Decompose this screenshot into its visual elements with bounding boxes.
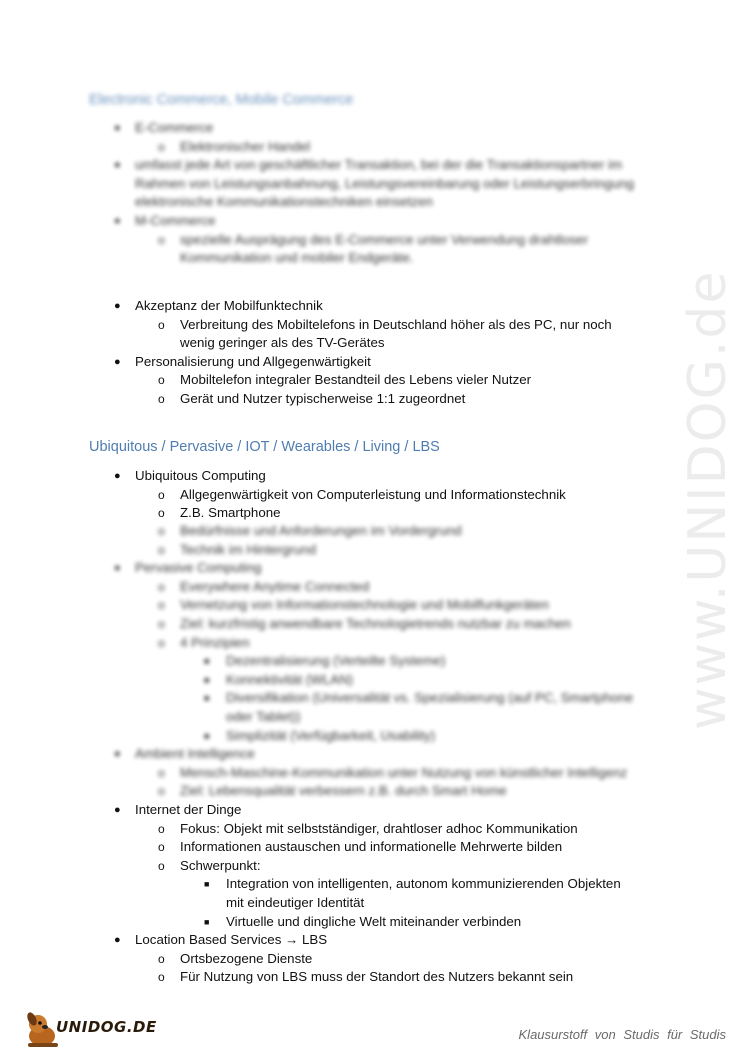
list-item-text: Gerät und Nutzer typischerweise 1:1 zugeordnet bbox=[180, 391, 466, 406]
footer-logo-text: UNIDOG.DE bbox=[56, 1018, 157, 1036]
list-item-text: umfasst jede Art von geschäftlicher Transaktion, bei der die Transaktionspartner im bbox=[135, 157, 623, 173]
bullet-level-2-icon: o bbox=[158, 765, 165, 780]
bullet-level-1-icon: ● bbox=[114, 562, 121, 575]
bullet-level-2-icon: o bbox=[158, 232, 165, 247]
list-item-text: Dezentralisierung (Verteilte Systeme) bbox=[226, 653, 446, 669]
bullet-level-2-icon: o bbox=[158, 598, 165, 613]
bullet-level-2-icon: o bbox=[158, 542, 165, 557]
bullet-level-2-icon: o bbox=[158, 951, 165, 966]
list-item-text: Virtuelle und dingliche Welt miteinander verbinden bbox=[226, 913, 522, 929]
bullet-level-1-icon: ● bbox=[114, 300, 121, 312]
bullet-level-2-icon: o bbox=[158, 579, 165, 594]
bullet-level-2-icon: o bbox=[158, 617, 165, 631]
list-item-text: Informationen austauschen und informationelle Mehrwerte bilden bbox=[180, 839, 563, 855]
list-item-text: mit eindeutiger Identität bbox=[226, 895, 365, 910]
list-item-text: Ziel: kurzfristig anwendbare Technologietrends nutzbar zu machen bbox=[180, 616, 571, 631]
bullet-level-2-icon: o bbox=[158, 139, 165, 154]
bullet-level-2-icon: o bbox=[158, 487, 165, 502]
bullet-level-3-icon: ■ bbox=[204, 879, 210, 890]
list-item-text: Mensch-Maschine-Kommunikation unter Nutzung von künstlicher Intelligenz bbox=[180, 764, 628, 780]
bullet-level-2-icon: o bbox=[158, 524, 165, 538]
list-item-text: Bedürfnisse und Anforderungen im Vordergrund bbox=[180, 523, 462, 538]
list-item-text: Rahmen von Leistungsanbahnung, Leistungsvereinbarung oder Leistungserbringung bbox=[135, 175, 634, 191]
section-heading-ubiquitous: Ubiquitous / Pervasive / IOT / Wearables / Living / LBS bbox=[89, 439, 440, 455]
list-item-text: M-Commerce bbox=[135, 213, 216, 228]
bullet-level-2-icon: o bbox=[158, 970, 165, 985]
bullet-level-3-icon: ■ bbox=[204, 674, 210, 685]
bullet-level-3-icon: ■ bbox=[204, 693, 210, 704]
bullet-level-1-icon: ● bbox=[114, 934, 121, 947]
list-item-text: wenig geringer als des TV-Gerätes bbox=[180, 335, 385, 351]
list-item-text: spezielle Ausprägung des E-Commerce unter Verwendung drahtloser bbox=[180, 231, 589, 247]
bullet-level-2-icon: o bbox=[158, 858, 165, 873]
list-item-text: Elektronischer Handel bbox=[180, 138, 311, 154]
list-item-text: Everywhere Anytime Connected bbox=[180, 578, 370, 594]
bullet-level-1-icon: ● bbox=[114, 804, 121, 816]
list-item-text: Akzeptanz der Mobilfunktechnik bbox=[135, 298, 323, 313]
bullet-level-1-icon: ● bbox=[114, 159, 121, 172]
list-item-text: Mobiltelefon integraler Bestandteil des Lebens vieler Nutzer bbox=[180, 372, 532, 388]
bullet-level-2-icon: o bbox=[158, 821, 165, 836]
list-item-text: oder Tablet)) bbox=[226, 709, 301, 724]
list-item-text: Vernetzung von Informationstechnologie und Mobilfunkgeräten bbox=[180, 597, 549, 613]
list-item-text: Integration von intelligenten, autonom kommunizierenden Objekten bbox=[226, 876, 621, 892]
bullet-level-3-icon: ■ bbox=[204, 656, 210, 667]
bullet-level-2-icon: o bbox=[158, 635, 165, 650]
bullet-level-1-icon: ● bbox=[114, 470, 121, 482]
bullet-level-2-icon: o bbox=[158, 373, 165, 388]
footer-tagline: Klausurstoff von Studis für Studis bbox=[518, 1027, 726, 1042]
bullet-level-2-icon: o bbox=[158, 784, 165, 799]
bullet-level-2-icon: o bbox=[158, 317, 165, 332]
list-item-text: Kommunikation und mobiler Endgeräte. bbox=[180, 250, 414, 266]
list-item-text: Ziel: Lebensqualität verbessern z.B. durch Smart Home bbox=[180, 783, 507, 799]
list-item-text: Technik im Hintergrund bbox=[180, 541, 316, 557]
bullet-level-2-icon: o bbox=[158, 506, 165, 521]
list-item-text: Ubiquitous Computing bbox=[135, 468, 266, 483]
list-item-text: Allgegenwärtigkeit von Computerleistung und Informationstechnik bbox=[180, 486, 566, 502]
list-item-text: Ambient Intelligence bbox=[135, 746, 255, 762]
list-item-text: Z.B. Smartphone bbox=[180, 505, 281, 521]
list-item-text: Für Nutzung von LBS muss der Standort des Nutzers bekannt sein bbox=[180, 969, 574, 985]
list-item-text: Pervasive Computing bbox=[135, 560, 262, 576]
bullet-level-1-icon: ● bbox=[114, 122, 121, 134]
list-item-text: E-Commerce bbox=[135, 120, 214, 135]
bullet-level-2-icon: o bbox=[158, 840, 165, 855]
bullet-level-3-icon: ■ bbox=[204, 916, 210, 927]
watermark-text: www.UNIDOG.de bbox=[678, 269, 738, 730]
bullet-level-1-icon: ● bbox=[114, 748, 121, 761]
list-item-text: Fokus: Objekt mit selbstständiger, drahtloser adhoc Kommunikation bbox=[180, 820, 578, 836]
list-item-text: Location Based Services → LBS bbox=[135, 932, 328, 948]
list-item-text: elektronische Kommunikationstechniken einsetzen bbox=[135, 194, 433, 210]
bullet-level-1-icon: ● bbox=[114, 215, 121, 227]
list-item-text: Konnektivität (WLAN) bbox=[226, 671, 354, 687]
list-item-text: 4 Prinzipien bbox=[180, 634, 250, 650]
bullet-level-1-icon: ● bbox=[114, 355, 121, 368]
bullet-level-3-icon: ■ bbox=[204, 730, 210, 741]
bullet-level-2-icon: o bbox=[158, 392, 165, 406]
list-item-text: Verbreitung des Mobiltelefons in Deutschland höher als des PC, nur noch bbox=[180, 316, 612, 332]
list-item-text: Diversifikation (Universalität vs. Spezialisierung (auf PC, Smartphone bbox=[226, 690, 634, 706]
list-item-text: Ortsbezogene Dienste bbox=[180, 950, 313, 966]
list-item-text: Internet der Dinge bbox=[135, 802, 242, 817]
list-item-text: Personalisierung und Allgegenwärtigkeit bbox=[135, 353, 371, 369]
section-heading-ecommerce: Electronic Commerce, Mobile Commerce bbox=[89, 92, 354, 108]
list-item-text: Schwerpunkt: bbox=[180, 857, 261, 873]
list-item-text: Simplizität (Verfügbarkeit, Usability) bbox=[226, 727, 436, 743]
